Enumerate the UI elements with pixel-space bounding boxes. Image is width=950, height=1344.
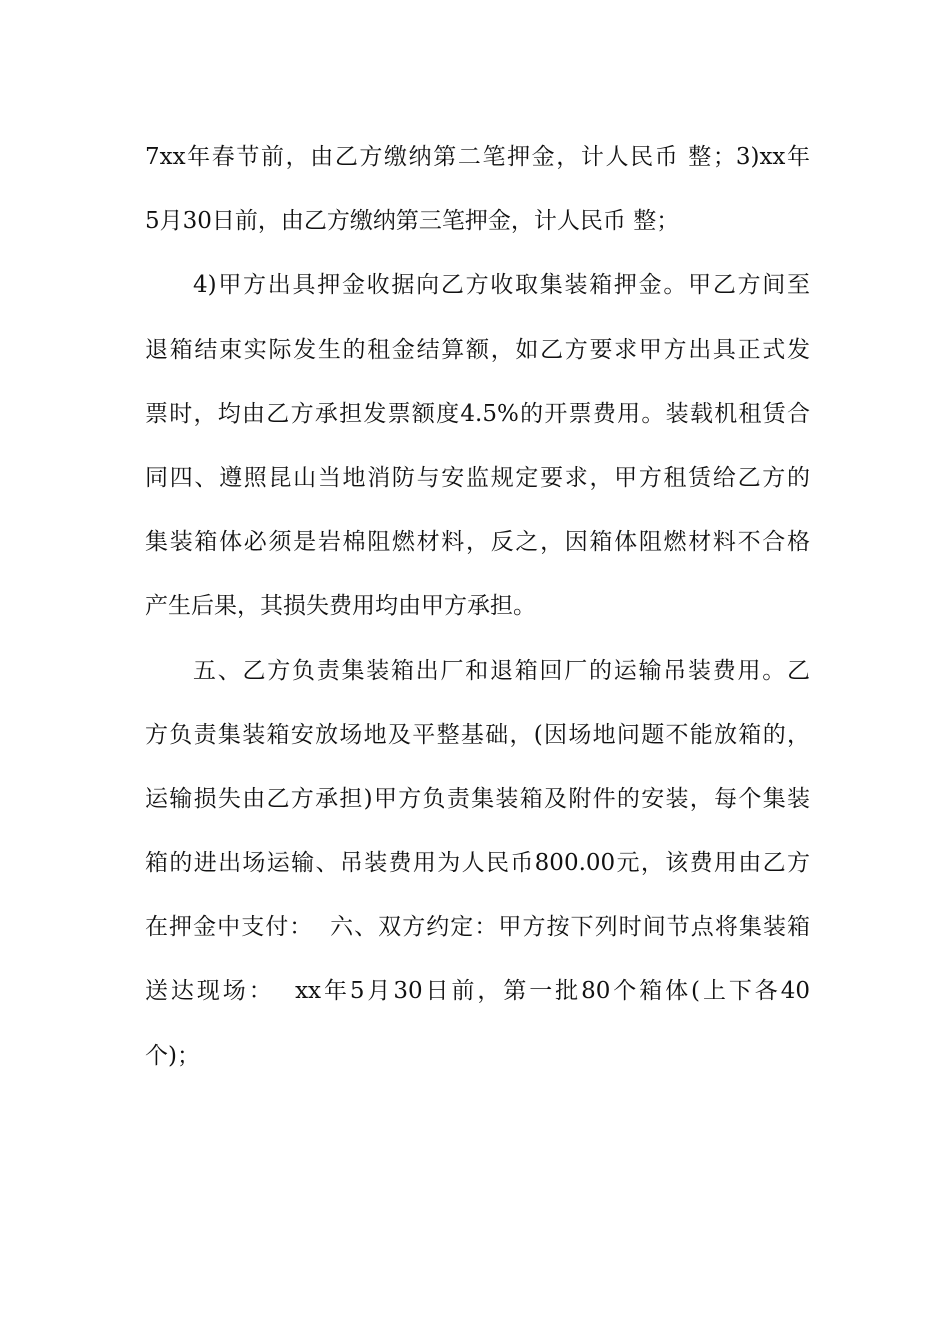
text-line-6: 同四、遵照昆山当地消防与安监规定要求，甲方租赁给乙方的 [145,464,810,491]
text-line-5: 票时，均由乙方承担发票额度4.5%的开票费用。装载机租赁合 [145,400,810,427]
text-line-9: 五、乙方负责集装箱出厂和退箱回厂的运输吊装费用。乙 [193,657,810,684]
text-line-7: 集装箱体必须是岩棉阻燃材料，反之，因箱体阻燃材料不合格 [145,529,810,556]
text-line-2: 5月30日前，由乙方缴纳第三笔押金，计人民币 整； [145,208,680,235]
text-line-4: 退箱结束实际发生的租金结算额，如乙方要求甲方出具正式发 [145,336,810,363]
text-line-11: 运输损失由乙方承担)甲方负责集装箱及附件的安装，每个集装 [145,785,810,812]
text-line-1: 7xx年春节前，由乙方缴纳第二笔押金，计人民币 整；3)xx年 [145,144,810,170]
text-line-3: 4)甲方出具押金收据向乙方收取集装箱押金。甲乙方间至 [193,272,810,299]
text-line-10: 方负责集装箱安放场地及平整基础，(因场地问题不能放箱的， [145,721,810,748]
text-line-12: 箱的进出场运输、吊装费用为人民币800.00元，该费用由乙方 [145,850,810,877]
text-line-8: 产生后果，其损失费用均由甲方承担。 [145,593,536,620]
text-line-15: 个)； [145,1042,200,1069]
text-line-14: 送达现场： xx年5月30日前，第一批80个箱体(上下各40 [145,978,810,1005]
document-body [145,125,810,1088]
text-line-13: 在押金中支付： 六、双方约定：甲方按下列时间节点将集装箱 [145,914,810,941]
